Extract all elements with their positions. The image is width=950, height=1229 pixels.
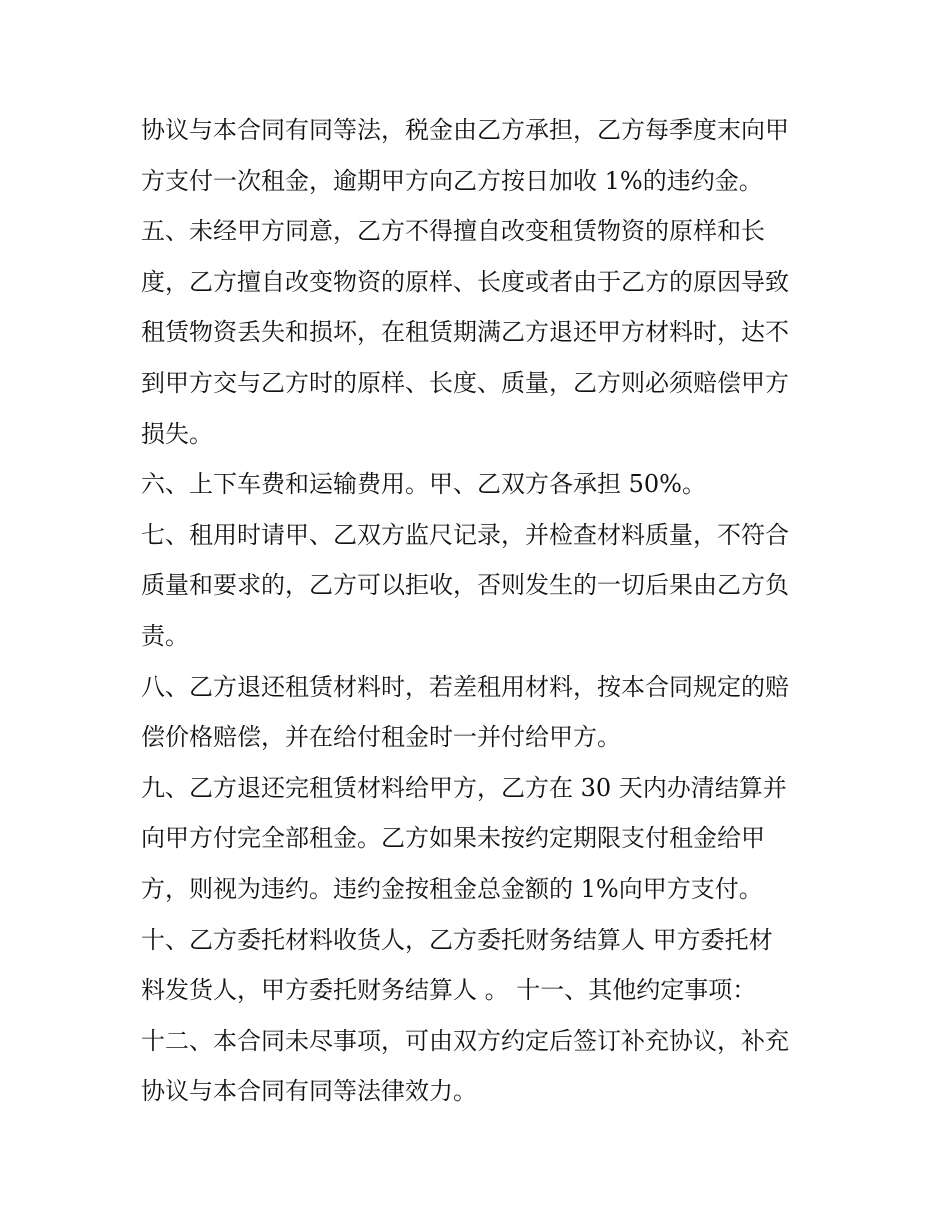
- text-line: 质量和要求的，乙方可以拒收，否则发生的一切后果由乙方负: [141, 571, 789, 600]
- text-line: 偿价格赔偿，并在给付租金时一并付给甲方。: [141, 723, 621, 752]
- text-line: 租赁物资丢失和损坏，在租赁期满乙方退还甲方材料时，达不: [141, 318, 789, 347]
- text-line: 方支付一次租金，逾期甲方向乙方按日加收 1%的违约金。: [141, 166, 763, 195]
- text-line: 五、未经甲方同意，乙方不得擅自改变租赁物资的原样和长: [141, 217, 765, 246]
- text-line: 损失。: [141, 419, 213, 448]
- text-line: 方，则视为违约。违约金按租金总金额的 1%向甲方支付。: [141, 874, 763, 903]
- text-line: 六、上下车费和运输费用。甲、乙双方各承担 50%。: [141, 470, 706, 499]
- text-line: 协议与本合同有同等法，税金由乙方承担，乙方每季度末向甲: [141, 116, 789, 144]
- text-line: 十、乙方委托材料收货人，乙方委托财务结算人 甲方委托材: [141, 925, 773, 954]
- contract-text: [141, 105, 821, 1117]
- text-line: 度，乙方擅自改变物资的原样、长度或者由于乙方的原因导致: [141, 267, 789, 296]
- text-line: 到甲方交与乙方时的原样、长度、质量，乙方则必须赔偿甲方: [141, 368, 789, 397]
- text-line: 九、乙方退还完租赁材料给甲方，乙方在 30 天内办清结算并: [141, 773, 787, 802]
- text-line: 八、乙方退还租赁材料时，若差租用材料，按本合同规定的赔: [141, 672, 789, 701]
- text-line: 七、租用时请甲、乙双方监尺记录，并检查材料质量，不符合: [141, 520, 789, 549]
- text-line: 料发货人，甲方委托财务结算人 。 十一、其他约定事项：: [141, 976, 757, 1005]
- text-line: 十二、本合同未尽事项，可由双方约定后签订补充协议，补充: [141, 1026, 789, 1055]
- text-line: 责。: [141, 621, 189, 650]
- text-line: 向甲方付完全部租金。乙方如果未按约定期限支付租金给甲: [141, 824, 765, 853]
- text-line: 协议与本合同有同等法律效力。: [141, 1077, 477, 1106]
